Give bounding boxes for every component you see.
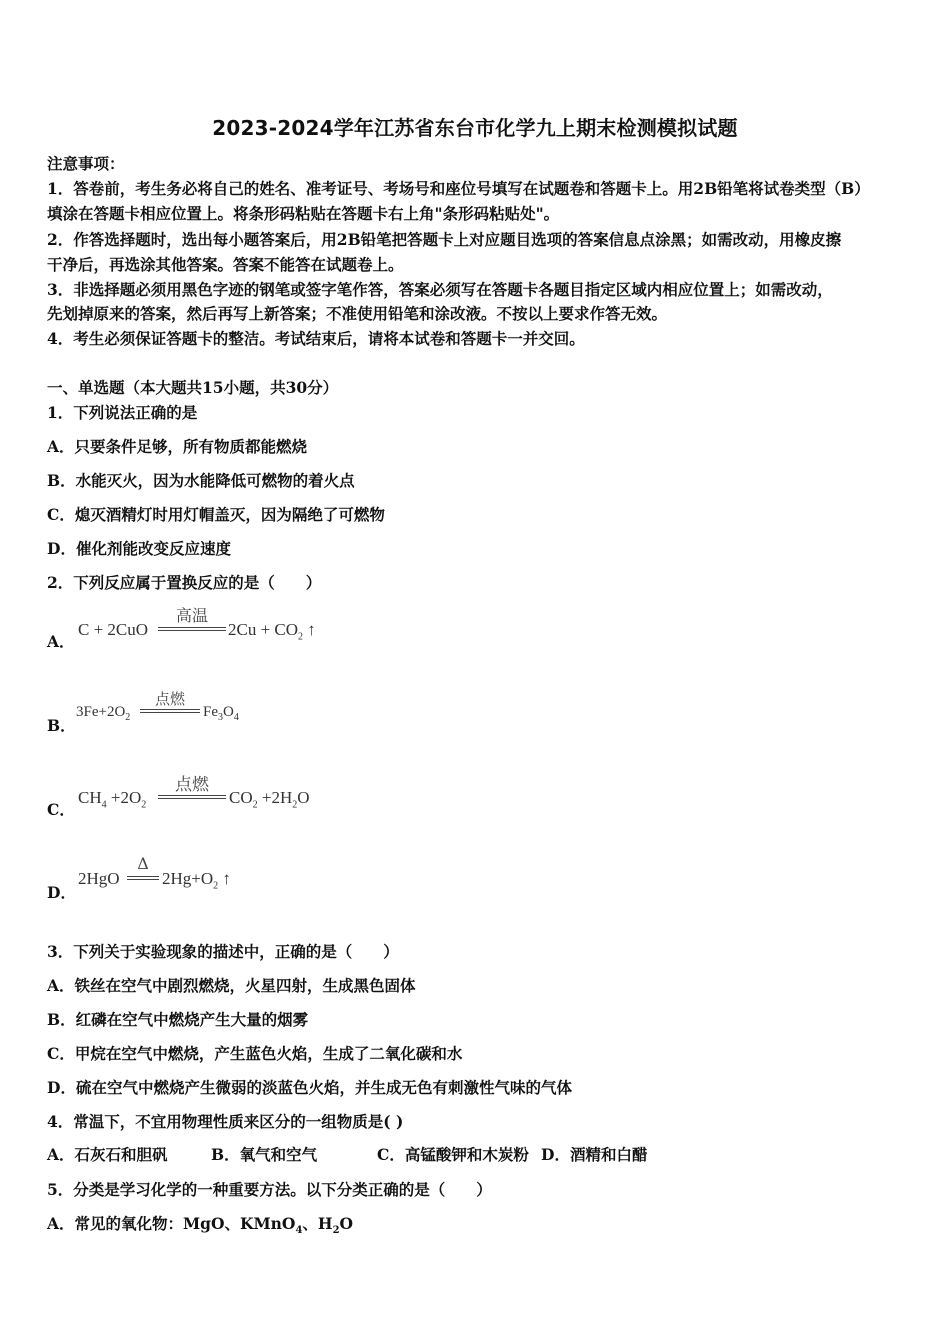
question-1-option-d: D．催化剂能改变反应速度 [47,539,231,558]
question-2-option-b-label: B． [47,716,76,735]
question-4-option-c: C．高锰酸钾和木炭粉 [377,1145,529,1164]
notice-heading: 注意事项： [47,154,125,173]
equation-d-equals-sign [127,876,159,880]
equation-c-condition: 点燃 [175,775,209,795]
question-4-option-d: D．酒精和白醋 [541,1145,648,1164]
question-4-option-a: A．石灰石和胆矾 [47,1145,168,1164]
equation-c-products: $CO_2 +2H_2O$ [229,788,310,811]
notice-line: 1．答卷前，考生务必将自己的姓名、准考证号、考场号和座位号填写在试题卷和答题卡上。用2B铅笔将试卷类型（B） [47,179,870,198]
question-3-option-a: A．铁丝在空气中剧烈燃烧，火星四射，生成黑色固体 [47,976,416,995]
equation-b-condition: 点燃 [154,690,185,708]
question-1-stem: 1．下列说法正确的是 [47,403,198,422]
notice-line: 先划掉原来的答案，然后再写上新答案；不准使用铅笔和涂改液。不按以上要求作答无效。 [47,304,668,323]
question-2-option-a-label: A． [47,632,75,651]
question-3-option-b: B．红磷在空气中燃烧产生大量的烟雾 [47,1010,309,1029]
question-4-option-b: B．氧气和空气 [211,1145,318,1164]
question-3-option-d: D．硫在空气中燃烧产生微弱的淡蓝色火焰，并生成无色有刺激性气味的气体 [47,1078,572,1097]
notice-line: 3．非选择题必须用黑色字迹的钢笔或签字笔作答，答案必须写在答题卡各题目指定区域内相应位置上；如需改动， [47,280,833,299]
question-5-stem: 5．分类是学习化学的一种重要方法。以下分类正确的是（ ） [47,1180,492,1199]
equation-b-equals-sign [140,709,200,713]
equation-d-condition: Δ [137,854,149,873]
equation-a-reactants: C + 2CuO [78,620,149,639]
question-2-option-d-label: D． [47,883,76,902]
equation-a-condition: 高温 [175,606,208,625]
question-5-option-a: A．常见的氧化物：MgO、KMnO$_4$、$H_2O$ [47,1214,354,1237]
notice-line: 填涂在答题卡相应位置上。将条形码粘贴在答题卡右上角"条形码粘贴处"。 [47,204,560,223]
question-2-option-c-label: C． [47,800,75,819]
equation-c-equals-sign [158,795,226,799]
question-2-stem: 2．下列反应属于置换反应的是（ ） [47,573,322,592]
question-4-stem: 4．常温下，不宜用物理性质来区分的一组物质是( ) [47,1112,404,1131]
equation-b-products: $Fe_3O_4$ [203,704,239,723]
page-title: 2023-2024学年江苏省东台市化学九上期末检测模拟试题 [212,116,738,140]
notice-line: 4．考生必须保证答题卡的整洁。考试结束后，请将本试卷和答题卡一并交回。 [47,329,585,348]
equation-a-products: $2Cu + CO_2$ ↑ [228,620,316,643]
notice-line: 干净后，再选涂其他答案。答案不能答在试题卷上。 [47,255,404,274]
question-3-stem: 3．下列关于实验现象的描述中，正确的是（ ） [47,942,399,961]
equation-d-products: $2Hg+O_2$ ↑ [162,869,231,892]
equation-c-reactants: $CH_4 +2O_2$ [78,788,147,811]
equation-a-equals-sign [158,627,226,631]
equation-d-reactants: 2HgO [78,869,120,888]
equation-b-reactants: $3Fe+2O_2$ [76,704,131,723]
section-heading: 一、单选题（本大题共15小题，共30分） [47,378,339,397]
question-1-option-a: A．只要条件足够，所有物质都能燃烧 [47,437,308,456]
notice-line: 2．作答选择题时，选出每小题答案后，用2B铅笔把答题卡上对应题目选项的答案信息点涂黑；如需改动，用橡皮擦 [47,230,842,249]
question-3-option-c: C．甲烷在空气中燃烧，产生蓝色火焰，生成了二氧化碳和水 [47,1044,463,1063]
question-1-option-b: B．水能灭火，因为水能降低可燃物的着火点 [47,471,355,490]
question-1-option-c: C．熄灭酒精灯时用灯帽盖灭，因为隔绝了可燃物 [47,505,385,524]
